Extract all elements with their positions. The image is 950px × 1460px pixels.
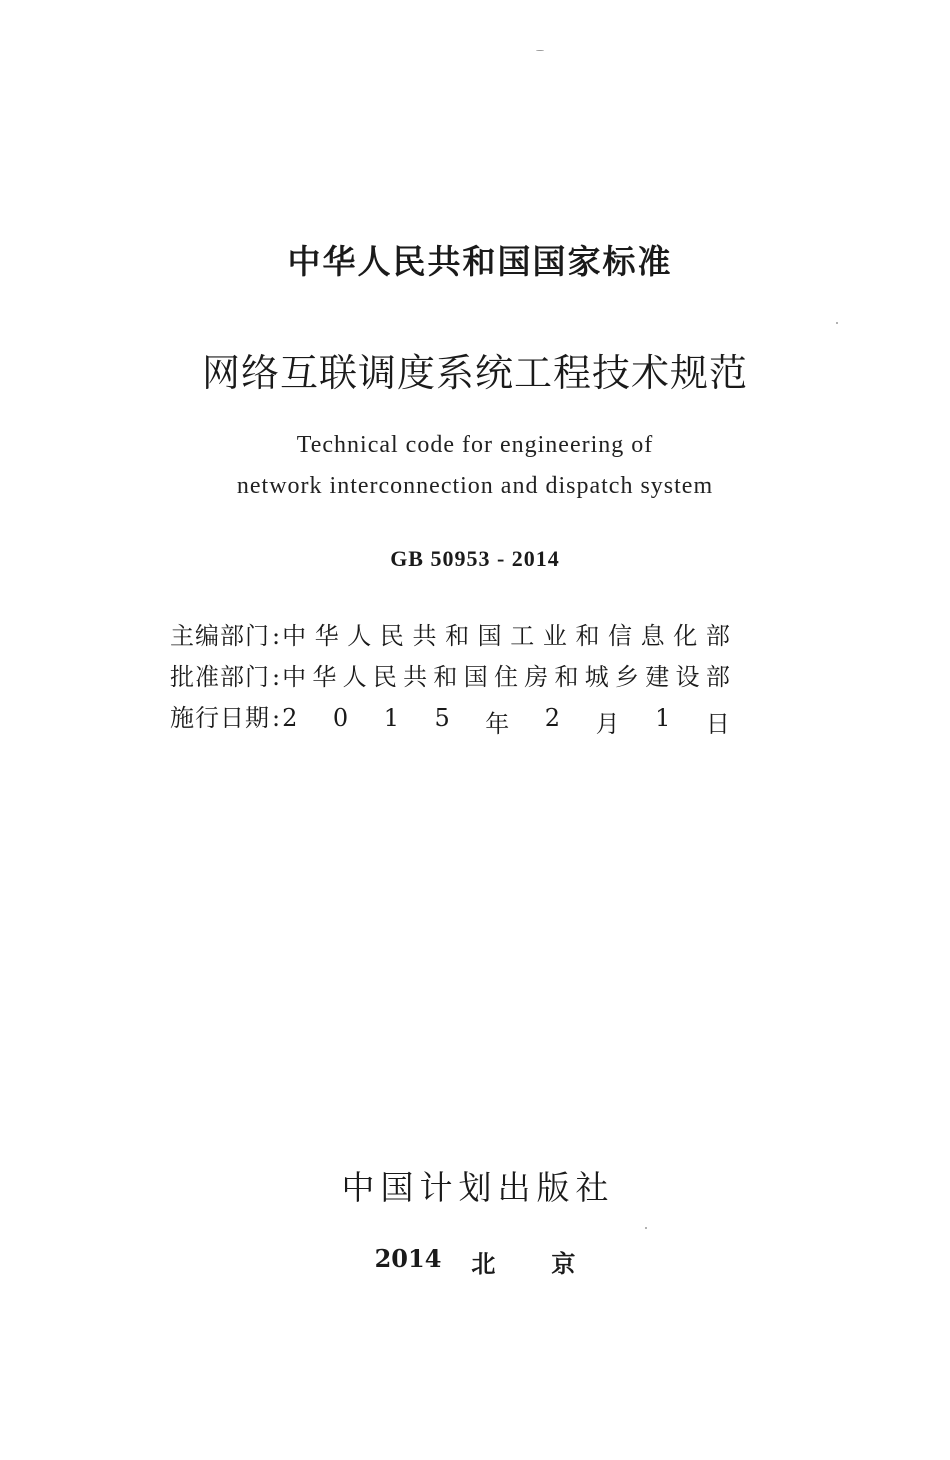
- publisher-name: 中国计划出版社: [341, 1168, 615, 1207]
- value-char: 5: [434, 704, 450, 732]
- value-char: 设: [675, 663, 700, 691]
- value-char: 人: [347, 622, 372, 650]
- approving-department-value: [282, 657, 730, 692]
- value-char: 和: [433, 663, 458, 691]
- value-char: 国: [463, 663, 488, 691]
- publication-year: 2014: [374, 1244, 442, 1273]
- approving-department-separator: :: [272, 663, 281, 691]
- value-char: 信: [608, 622, 633, 650]
- value-char: 中: [282, 622, 307, 650]
- value-char: 乡: [615, 663, 640, 691]
- value-char: 和: [575, 622, 600, 650]
- value-char: 和: [554, 663, 579, 691]
- value-char: 民: [372, 663, 397, 691]
- title-english-line-2: network interconnection and dispatch system: [236, 473, 714, 499]
- scan-speck: [536, 50, 544, 51]
- value-char: 和: [445, 622, 470, 650]
- effective-date-label: 施行日期: [170, 704, 270, 732]
- effective-date-row: [170, 698, 730, 738]
- value-char: 息: [640, 622, 665, 650]
- scan-speck: [645, 1227, 647, 1229]
- value-char: 工: [510, 622, 535, 650]
- value-char: 业: [542, 622, 567, 650]
- approving-department-row: [170, 657, 730, 697]
- publication-city: 北京: [471, 1249, 632, 1278]
- value-char: 城: [584, 663, 609, 691]
- effective-date-separator: :: [272, 704, 281, 732]
- value-char: 人: [342, 663, 367, 691]
- value-char: 1: [655, 704, 671, 732]
- value-char: 房: [524, 663, 549, 691]
- value-char: 住: [493, 663, 518, 691]
- value-char: 部: [705, 622, 730, 650]
- value-char: 日: [705, 710, 730, 738]
- approving-department-label: 批准部门: [170, 663, 270, 691]
- value-char: 月: [595, 710, 620, 738]
- value-char: 2: [282, 704, 298, 732]
- value-char: 民: [379, 622, 404, 650]
- value-char: 年: [485, 710, 510, 738]
- publication-imprint: [0, 1244, 950, 1279]
- value-char: 共: [412, 622, 437, 650]
- title-chinese: 网络互联调度系统工程技术规范: [201, 351, 748, 395]
- editor-department-label: 主编部门: [170, 622, 270, 650]
- standard-code: GB 50953 - 2014: [390, 546, 560, 571]
- editor-department-separator: :: [272, 622, 281, 650]
- standard-category-heading: 中华人民共和国国家标准: [287, 242, 673, 281]
- value-char: 建: [645, 663, 670, 691]
- editor-department-value: [282, 616, 730, 651]
- value-char: 国: [477, 622, 502, 650]
- editor-department-row: [170, 616, 730, 656]
- effective-date-value: [282, 704, 730, 739]
- scan-speck: [836, 322, 838, 324]
- value-char: 华: [312, 663, 337, 691]
- value-char: 化: [673, 622, 698, 650]
- value-char: 2: [544, 704, 561, 732]
- value-char: 华: [314, 622, 339, 650]
- title-english-line-1: Technical code for engineering of: [296, 432, 654, 458]
- value-char: 中: [282, 663, 307, 691]
- value-char: 1: [383, 704, 399, 732]
- value-char: 部: [705, 663, 730, 691]
- value-char: 0: [332, 704, 349, 732]
- value-char: 共: [403, 663, 428, 691]
